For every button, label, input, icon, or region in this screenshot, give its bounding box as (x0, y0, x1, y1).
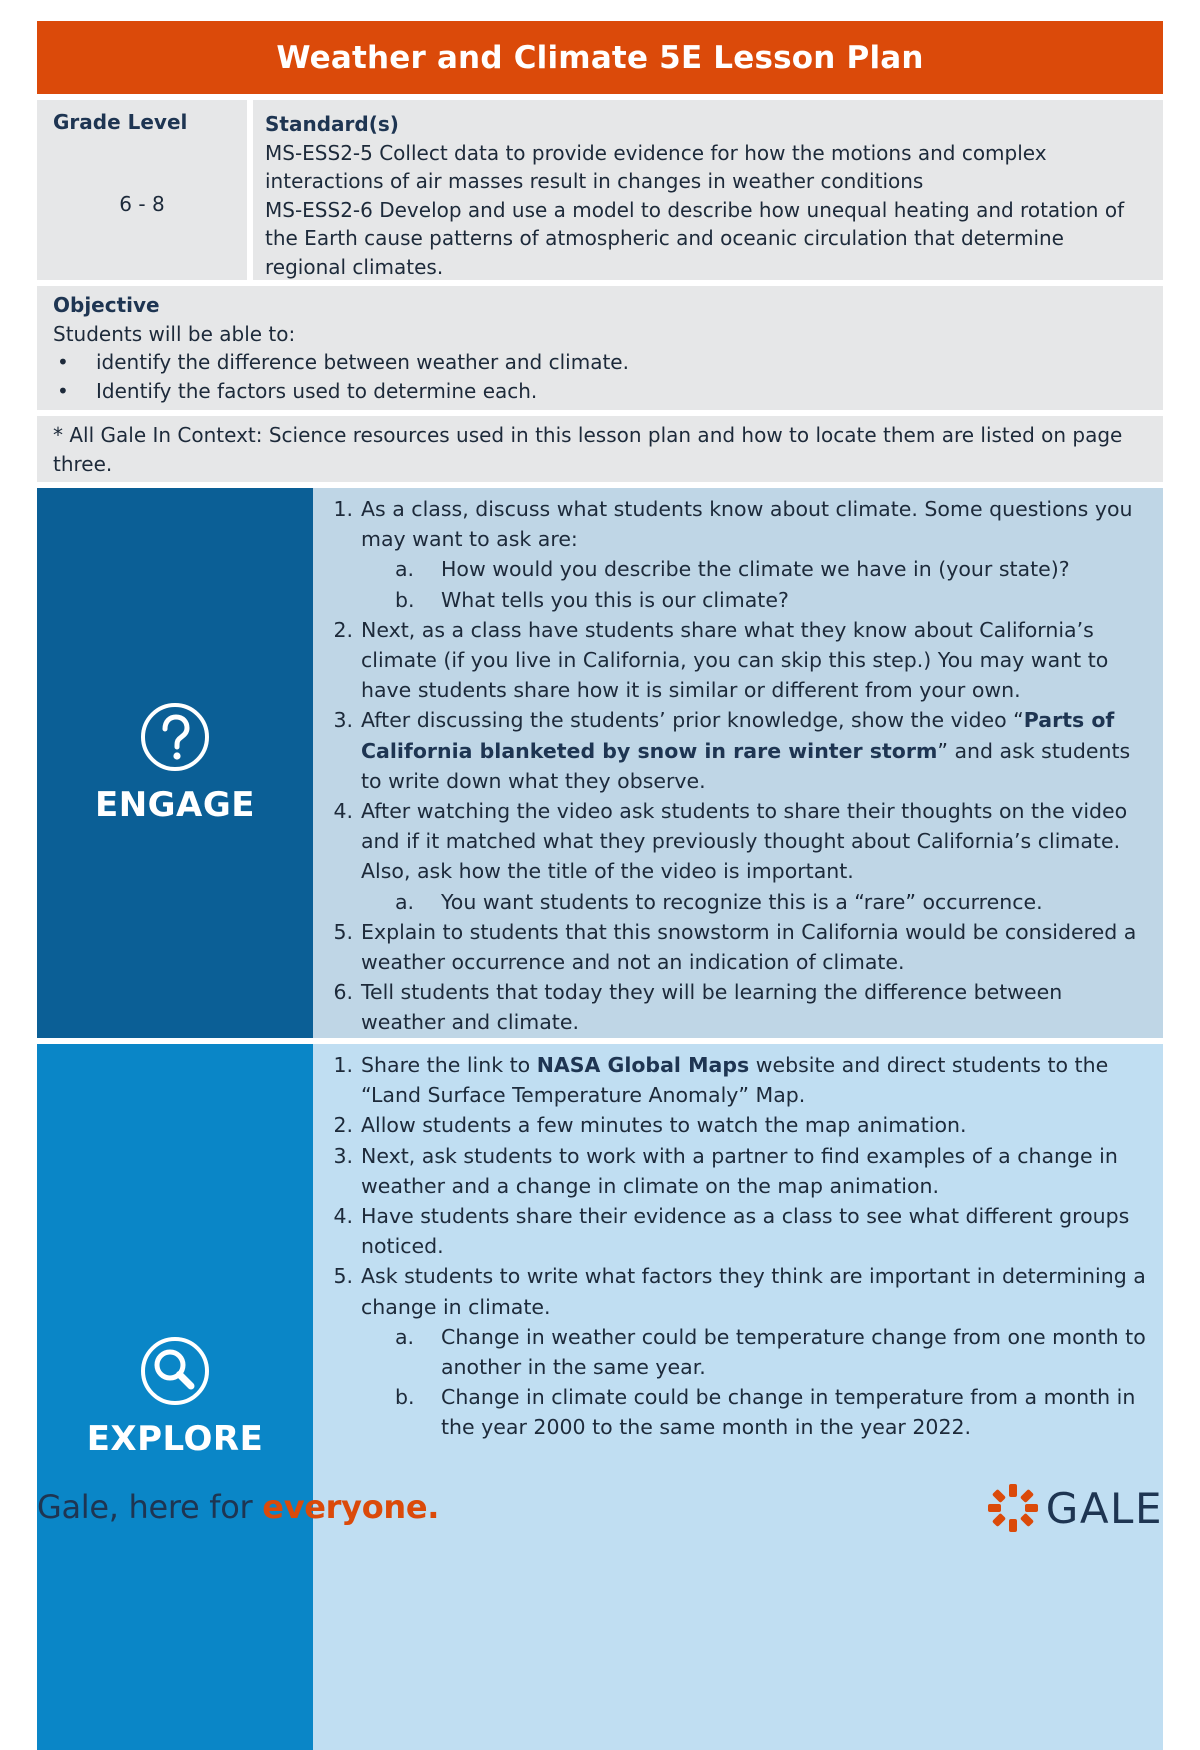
list-item: 3. Next, ask students to work with a partner to find examples of a change in weather and a change in climate on the map animation. (333, 1143, 1118, 1198)
list-item: 2. Allow students a few minutes to watch the map animation. (333, 1113, 967, 1138)
list-item: 2. Next, as a class have students share what they know about California’s climate (if you live in California, you can skip this step.) You may want to have students share how it is similar or different from your own. (333, 617, 1109, 703)
sub-list-item: a. How would you describe the climate we have in (your state)? (395, 557, 1070, 582)
engage-section (37, 488, 1163, 1038)
page-title: Weather and Climate 5E Lesson Plan (37, 21, 1163, 94)
engage-content (313, 488, 1163, 1038)
info-row (37, 100, 1163, 280)
sub-list-item: a. Change in weather could be temperature change from one month to another in the same year. (395, 1324, 1146, 1380)
objective-list (53, 348, 1147, 405)
video-title: Parts of California blanketed by snow in rare winter storm (361, 708, 1115, 763)
list-item: 4. Have students share their evidence as a class to see what different groups noticed. (333, 1204, 1130, 1259)
gale-starburst-icon (986, 1482, 1040, 1534)
footer (37, 1480, 1163, 1540)
grade-level-cell (37, 100, 247, 280)
question-circle-icon (139, 701, 211, 773)
grade-level-value: 6 - 8 (119, 192, 165, 216)
resources-note: * All Gale In Context: Science resources used in this lesson plan and how to locate them are listed on page three. (37, 416, 1163, 482)
nasa-global-maps-link[interactable]: NASA Global Maps (536, 1053, 750, 1077)
standard-item: MS-ESS2-6 Develop and use a model to describe how unequal heating and rotation of the Earth cause patterns of atmospheric and oceanic circulation that determine regional climates. (265, 197, 1125, 279)
list-item: 4. After watching the video ask students to share their thoughts on the video and if it matched what they previously thought about California’s climate. Also, ask how the title of the video is important. a. You want students to recognize this is a “rare” occurrence. (327, 796, 1149, 917)
engage-label: ENGAGE (94, 785, 256, 825)
sub-list-item: b. What tells you this is our climate? (395, 587, 789, 612)
explore-sidebar (37, 1044, 313, 1750)
list-item: 1. As a class, discuss what students know about climate. Some questions you may want to ask are: a. How would you describe the climate we have in (your state)? b. What tells you this is our climate? (327, 494, 1149, 615)
sub-list-item: b. Change in climate could be change in temperature from a month in the year 2000 to the same month in the year 2022. (395, 1385, 1136, 1440)
objective-item: • Identify the factors used to determine each. (53, 377, 1147, 406)
list-item: 6. Tell students that today they will be learning the difference between weather and climate. (333, 980, 1063, 1035)
standards-cell (253, 100, 1163, 280)
list-item: 5. Explain to students that this snowstorm in California would be considered a weather occurrence and not an indication of climate. (333, 919, 1137, 975)
engage-sidebar (37, 488, 313, 1038)
gale-logo (986, 1482, 1163, 1534)
explore-steps (327, 1050, 1149, 1443)
objective-item: • identify the difference between weather and climate. (53, 348, 1147, 377)
objective-intro: Students will be able to: (53, 321, 296, 346)
standard-item: MS-ESS2-5 Collect data to provide evidence for how the motions and complex interactions of air masses result in changes in weather conditions (265, 140, 1047, 193)
grade-level-label: Grade Level (53, 110, 188, 134)
gale-logo-text: GALE (1045, 1483, 1163, 1533)
objective-section (37, 286, 1163, 410)
explore-label: EXPLORE (86, 1419, 264, 1459)
list-item: 5. Ask students to write what factors they think are important in determining a change in climate. a. Change in weather could be temperature change from one month to another in the same year. b. Change in climate could be change in temperature from a month in the year 2000 to the same month in the year 2022. (327, 1261, 1149, 1442)
objective-label: Objective (53, 293, 160, 317)
magnifier-icon (139, 1335, 211, 1407)
explore-section (37, 1044, 1163, 1750)
list-item: 1. Share the link to NASA Global Maps website and direct students to the “Land Surface Temperature Anomaly” Map. (333, 1053, 1109, 1108)
list-item: 3. After discussing the students’ prior knowledge, show the video “Parts of California blanketed by snow in rare winter storm” and ask students to write down what they observe. (333, 708, 1131, 793)
standards-label: Standard(s) (265, 112, 399, 136)
explore-content (313, 1044, 1163, 1750)
sub-list-item: a. You want students to recognize this is a “rare” occurrence. (395, 889, 1043, 914)
engage-steps (327, 494, 1149, 1038)
footer-tagline: Gale, here for everyone. (37, 1488, 440, 1526)
